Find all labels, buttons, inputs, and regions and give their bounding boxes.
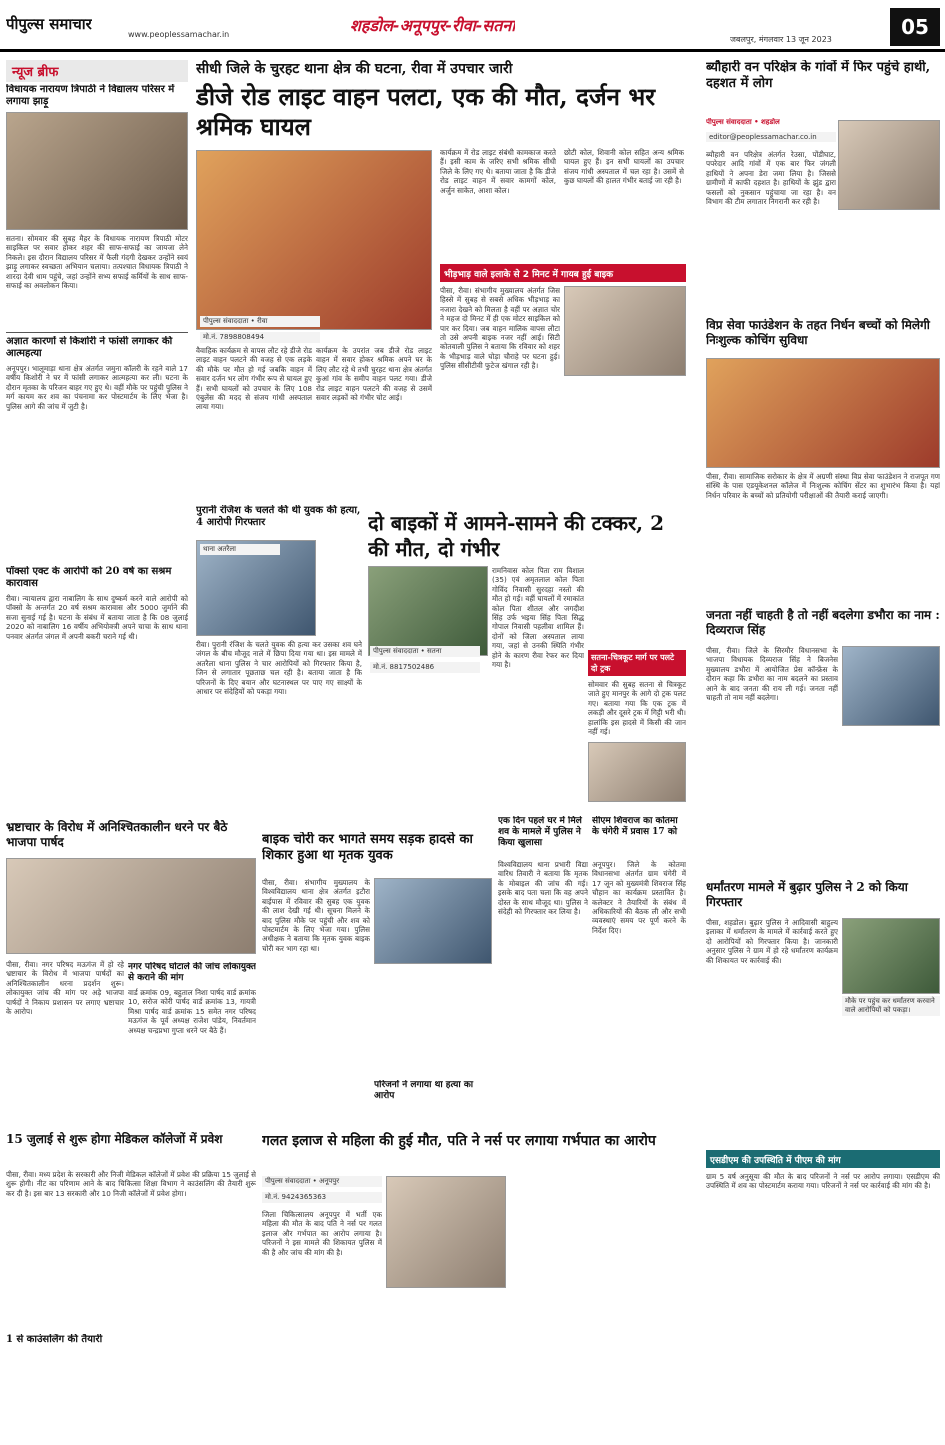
forest-body: ब्यौहारी वन परिक्षेत्र अंतर्गत रेउसा, पोंडीघाट, पपरेदार आदि गांवों में एक बार फिर जंगली हाथियों ने अपना डेरा जमा लिया है। जिससे ग्रामीणों में काफी दहशत है। हाथियों के झुंड द्वारा फसलों को नुकसान पहुंचाया जा रहा है। वन विभाग की टीम लगातार निगरानी कर रही है।	[706, 150, 836, 207]
page-number: 05	[890, 8, 940, 46]
elephant-photo	[838, 120, 940, 210]
brief1-photo	[6, 112, 188, 230]
jagran-headline: बाइक चोरी कर भागते समय सड़क हादसे का शिकार हुआ था मृतक युवक	[262, 832, 473, 863]
brief3-headline: पॉक्सो एक्ट के आरोपी को 20 वर्ष का सश्रम कारावास	[6, 566, 172, 589]
brief2-body: अनूपपुर। भालूमाड़ा थाना क्षेत्र अंतर्गत जमुना कॉलरी के रहने वाले 17 वर्षीय किशोरी ने घर में फांसी लगाकर आत्महत्या कर ली। घटना के दौरान मृतका के परिजन बाहर गए हुए थे। वहीं मौके पर पहुंची पुलिस ने मर्ग कायम कर शव का पंचनामा कर पोस्टमार्टम के लिए भेजा है। पुलिस आगे की जांच में जुटी है।	[6, 364, 188, 411]
accident-photo	[368, 566, 488, 656]
dabhaura-photo	[842, 646, 940, 726]
medical-subheadline: 1 से काउंसलिंग की तैयारी	[6, 1334, 103, 1345]
truck-headline: सतना-चित्रकूट मार्ग पर पलटे दो ट्रक	[588, 650, 686, 676]
conversion-photo	[842, 918, 940, 994]
lead-body-4: छोटी कोल, शिवानी कोल सहित अन्य श्रमिक घायल हुए हैं। इन सभी घायलों का उपचार संजय गांधी अस्पताल में चल रहा है। उसमें से कुछ घायलों की हालत गंभीर बताई जा रही है।	[564, 148, 684, 186]
brief2-headline: अज्ञात कारणों से किशोरी ने फांसी लगाकर की आत्महत्या	[6, 336, 173, 359]
cm-headline: सीएम शिवराज का कोतमा के चंगेरी में प्रवास 17 को	[592, 816, 678, 837]
conversion-caption: मौके पर पहुंच कर धर्मांतरण करवाने वाले आरोपियों को पकड़ा।	[842, 996, 940, 1016]
bike-theft-photo	[564, 286, 686, 376]
bike-theft-body: पीसा, रीवा। संभागीय मुख्यालय अंतर्गत जिस हिस्से में सुबह से सबसे अधिक भीड़भाड़ का नजारा देखने को मिलता है वहीं पर अज्ञात चोर ने महज दो मिनट में ही एक मोटर साइकिल को पार कर दिया। जब वाहन मालिक वापस लौटा तो उसे अपनी बाइक नजर नहीं आई। सिटी कोतवाली पुलिस ने बताया कि रविवार को शहर के भीड़भाड़ वाले घोड़ा चौराहे पर घटना हुई। पुलिस सीसीटीवी फुटेज खंगाल रही है।	[440, 286, 560, 371]
corruption-body: वार्ड क्रमांक 09, बहुताल निशा पार्षद वार्ड क्रमांक 10, सरोज कोरी पार्षद वार्ड क्रमांक 13, गायत्री मिश्रा पार्षद वार्ड क्रमांक 15 समेत नगर परिषद मऊगंज के पूर्व अध्यक्ष राजेश पांडेय, निवर्तमान अध्यक्ष चन्द्रप्रभा गुप्ता धरने पर बैठे हैं।	[128, 988, 256, 1035]
masthead	[0, 0, 945, 52]
jagran-photo	[374, 878, 492, 964]
jagran-subheadline: परिजनों ने लगाया था हत्या का आरोप	[374, 1080, 474, 1101]
brief3-body: रीवा। न्यायालय द्वारा नाबालिग के साथ दुष्कर्म करने वाले आरोपी को पॉक्सो के अन्तर्गत 20 वर्ष सश्रम कारावास और 5000 जुर्माने की सजा सुनाई गई है। घटना के संबंध में बताया जाता है कि 08 जुलाई 2020 को नाबालिग 16 वर्षीय अभियोक्त्री अपने चाचा के साथ थाना पनवार अंतर्गत जंगल में अपनी बकरी चराने गई थी।	[6, 594, 188, 641]
coaching-body: पीसा, रीवा। सामाजिक सरोकार के क्षेत्र में अग्रणी संस्था विप्र सेवा फाउंडेशन ने राजपूत गण संस्थि के पास एडयूकेशनल कॉलेज में निःशुल्क कोचिंग सेंटर का शुभारंभ किया है। यहां निर्धन परिवार के बच्चों को प्रतियोगी परीक्षाओं की तैयारी कराई जाएगी।	[706, 472, 940, 500]
sdm-body: ग्राम 5 वर्ष अनुसूया की मौत के बाद परिजनों ने नर्स पर आरोप लगाया। एसडीएम की उपस्थिति में शव का पोस्टमार्टम कराया गया। परिजनों ने नर्स पर कार्रवाई की मांग की है।	[706, 1172, 940, 1191]
lead-photo	[196, 150, 432, 330]
corruption-headline: नगर परिषद घोटाले की जांच लोकायुक्त से कराने की मांग	[128, 962, 256, 983]
lead-body-3: कार्यक्रम में रोड लाइट संबंधी कामकाज करते हैं। इसी काम के जरिए सभी श्रमिक सीधी जिले के लिए गए थे। बताया जाता है कि डीजे रोड लाइट वाहन में सवार कामगों कोल, अर्जुन साकेत, आशा कोल।	[440, 148, 556, 195]
friend-headline: एक दिन पहले घर में मिले शव के मामले में पुलिस ने किया खुलासा	[498, 816, 582, 848]
lead-caption: पीपुल्स संवाददाता • रीवा	[200, 316, 320, 327]
dabhaura-body: पीसा, रीवा। जिले के सिरमौर विधानसभा के भाजपा विधायक दिव्यराज सिंह ने बिजनेस मुख्यालय डभौरा में आयोजित प्रेस कॉन्फ्रेंस के दौरान कहा कि डभौरा का नाम बदलने का प्रस्ताव आने के बाद जनता की राय ली गई। जनता नहीं चाहती तो नाम नहीं बदलेगा।	[706, 646, 838, 703]
truck-photo	[588, 742, 686, 802]
medical-headline: 15 जुलाई से शुरू होगा मेडिकल कॉलेजों में प्रवेश	[6, 1132, 223, 1146]
dabhaura-headline: जनता नहीं चाहती है तो नहीं बदलेगा डभौरा का नाम : दिव्यराज सिंह	[706, 608, 940, 637]
medical-body: पीसा, रीवा। मध्य प्रदेश के सरकारी और निजी मेडिकल कॉलेजों में प्रवेश की प्रक्रिया 15 जुलाई से शुरू होगी। नीट का परिणाम आने के बाद चिकित्सा शिक्षा विभाग ने काउंसलिंग की तैयारी शुरू कर दी है। इस बार 13 सरकारी और 10 निजी कॉलेजों में प्रवेश होगा।	[6, 1170, 256, 1198]
brief4-body: पीसा, रीवा। नगर परिषद मऊगंज में हो रहे भ्रष्टाचार के विरोध में भाजपा पार्षदों का अनिश्चितकालीन धरना प्रदर्शन शुरू। लोकायुक्त जांच की मांग पर अड़े भाजपा पार्षदों ने निकाय प्रशासन पर लगाए भ्रष्टाचार के आरोप।	[6, 960, 124, 1017]
accident-body: रामनिवास कोल पिता राम विशाल (35) एवं अमृतलाल कोल पिता गोविंद निवासी सुरदहा नस्तो की मौत हो गई। वहीं घायलों में रमाकांत कोल पिता शीतल और जगदीश सिंह उर्फ भइया सिंह पिता सिद्ध गोपाल निवासी पहलीवा शामिल हैं। दोनों को जिला अस्पताल लाया गया, जहां से उनकी स्थिति गंभीर होने के कारण रीवा रेफर कर दिया गया है।	[492, 566, 584, 670]
region-title: शहडोल-अनूपपुर-रीवा-सतना	[350, 16, 516, 35]
forest-byline: पीपुल्स संवाददाता • शहडोल	[706, 118, 780, 126]
protest-photo	[6, 858, 256, 954]
police-station-sign: थाना अतरैला	[200, 544, 280, 555]
forest-email[interactable]: editor@peoplessamachar.co.in	[706, 132, 836, 142]
cm-body: अनूपपुर। जिले के कोतमा विधानसभा अंतर्गत ग्राम चंगेरी में 17 जून को मुख्यमंत्री शिवराज सिंह चौहान का कार्यक्रम प्रस्तावित है। कलेक्टर ने तैयारियों के संबंध में अधिकारियों की बैठक ली और सभी व्यवस्थाएं समय पर पूर्ण करने के निर्देश दिए।	[592, 860, 686, 935]
lead-kicker: सीधी जिले के चुरहट थाना क्षेत्र की घटना, रीवा में उपचार जारी	[196, 61, 513, 77]
death-caption: पीपुल्स संवाददाता • अनूपपुर	[262, 1176, 382, 1187]
brief1-headline: विधायक नारायण त्रिपाठी ने विद्यालय परिसर में लगाया झाड़ू	[6, 84, 175, 107]
accident-headline: दो बाइकों में आमने-सामने की टक्कर, 2 की मौत, दो गंभीर	[368, 511, 664, 561]
divider	[6, 332, 188, 333]
newspaper-logo: पीपुल्स समाचार	[6, 15, 92, 33]
lead-contact: मो.नं. 7898808494	[200, 332, 320, 343]
lead-body-1: वैवाहिक कार्यक्रम से वापस लौट रहे डीजे रोड लाइट वाहन पलटने की वजह से एक लड़के की मौके पर मौत हो गई जबकि वाहन में सवार दर्जन भर लोग गंभीर रूप से घायल हुए हैं। सभी घायलों को उपचार के लिए 108 एंबुलेंस की मदद से संजय गांधी अस्पताल लाया गया।	[196, 346, 312, 412]
coaching-photo	[706, 358, 940, 468]
friend-body: विश्वविद्यालय थाना प्रभारी विद्या वारिध तिवारी ने बताया कि मृतक के मोबाइल की जांच की गई। इसके बाद पता चला कि वह अपने दोस्त के साथ मौजूद था। पुलिस ने संदेही को गिरफ्तार कर लिया है।	[498, 860, 588, 917]
death-headline: गलत इलाज से महिला की हुई मौत, पति ने नर्स पर लगाया गर्भपात का आरोप	[262, 1133, 656, 1149]
jagran-body: पीसा, रीवा। संभागीय मुख्यालय के विश्वविद्यालय थाना क्षेत्र अंतर्गत इटौरा बाईपास में रविवार की सुबह एक युवक की लाश देखी गई थी। सूचना मिलने के बाद पुलिस मौके पर पहुंची और शव को पोस्टमार्टम के लिए भेजा गया। पुलिस अधीक्षक ने बताया कि मृतक युवक बाइक चोरी कर भाग रहा था।	[262, 878, 370, 953]
lead-headline: डीजे रोड लाइट वाहन पलटा, एक की मौत, दर्जन भर श्रमिक घायल	[196, 82, 656, 141]
coaching-headline: विप्र सेवा फाउंडेशन के तहत निर्धन बच्चों को मिलेगी निःशुल्क कोचिंग सुविधा	[706, 318, 930, 347]
death-photo	[386, 1176, 506, 1288]
website-url[interactable]: www.peoplessamachar.in	[128, 30, 230, 39]
issue-date: जबलपुर, मंगलवार 13 जून 2023	[730, 35, 832, 44]
death-body: जिला चिकित्सालय अनूपपुर में भर्ती एक महिला की मौत के बाद पति ने नर्स पर गलत इलाज और गर्भपात का आरोप लगाया है। परिजनों ने इस मामले की शिकायत पुलिस में की है और जांच की मांग की है।	[262, 1210, 382, 1257]
truck-body: सोमवार की सुबह सतना से चित्रकूट जाते हुए मानपुर के आगे दो ट्रक पलट गए। बताया गया कि एक ट्रक में लकड़ी और दूसरे ट्रक में गिट्टी भरी थी। हालांकि इस हादसे में किसी की जान नहीं गई।	[588, 680, 686, 737]
bike-theft-headline: भीड़भाड़ वाले इलाके से 2 मिनट में गायब हुई बाइक	[440, 264, 686, 282]
forest-headline: ब्यौहारी वन परिक्षेत्र के गांवों में फिर पहुंचे हाथी, दहशत में लोग	[706, 60, 931, 91]
news-brief-label: न्यूज ब्रीफ	[6, 60, 188, 82]
lead-body-2: कार्यक्रम के उपरांत जब डीजे रोड लाइट वाहन में सवार होकर श्रमिक अपने घर के लिए लौट रहे थे तभी चुरहट थाना क्षेत्र अंतर्गत कुआं गांव के समीप वाहन पलट गया। डीजे रोड लाइट वाहन पलटने की वजह से उसमें सवार लड़कों को गंभीर चोट आई।	[316, 346, 432, 403]
death-contact: मो.नं. 9424365363	[262, 1192, 382, 1203]
accident-caption: पीपुल्स संवाददाता • सतना	[370, 646, 480, 657]
accident-contact: मो.नं. 8817502486	[370, 662, 480, 673]
murder-headline: पुरानी रंजिश के चलते की थी युवक की हत्या, 4 आरोपी गिरफ्तार	[196, 505, 361, 528]
murder-body: रीवा। पुरानी रंजिश के चलते युवक की हत्या कर उसका शव घने जंगल के बीच मौजूद नाले में छिपा दिया गया था। इस मामले में अतरैला थाना पुलिस ने चार आरोपियों को गिरफ्तार किया है, जिन से लगातार पूछताछ चल रही है। बताया जाता है कि परिजनों के दिए बयान और घटनास्थल पर पाए गए साक्ष्यों के आधार पर संदेहियों को पकड़ा गया।	[196, 640, 362, 697]
conversion-headline: धर्मांतरण मामले में बुढ़ार पुलिस ने 2 को किया गिरफ्तार	[706, 880, 908, 909]
conversion-body: पीसा, शहडोल। बुढ़ार पुलिस ने आदिवासी बाहुल्य इलाका में धर्मांतरण के मामले में कार्रवाई करते हुए दो आरोपियों को गिरफ्तार किया है। जानकारी अनुसार पुलिस ने ग्राम में हो रहे धर्मांतरण कार्यक्रम की शिकायत पर कार्रवाई की।	[706, 918, 838, 965]
brief4-headline: भ्रष्टाचार के विरोध में अनिश्चितकालीन धरने पर बैठे भाजपा पार्षद	[6, 820, 228, 849]
brief1-body: सतना। सोमवार की सुबह मैहर के विधायक नारायण त्रिपाठी मोटर साइकिल पर सवार होकर शहर की साफ-सफाई का जायजा लेने निकले। इस दौरान विद्यालय परिसर में फैली गंदगी देखकर उन्होंने स्वयं झाड़ू लगाकर स्वच्छता अभियान चलाया। तत्पश्चात विधायक त्रिपाठी ने शारदा देवी धाम पहुंचे, जहां उन्होंने सभ्य सफाई कर्मियों के साथ साफ-सफाई का अवलोकन किया।	[6, 234, 188, 291]
sdm-headline: एसडीएम की उपस्थिति में पीएम की मांग	[706, 1150, 940, 1168]
